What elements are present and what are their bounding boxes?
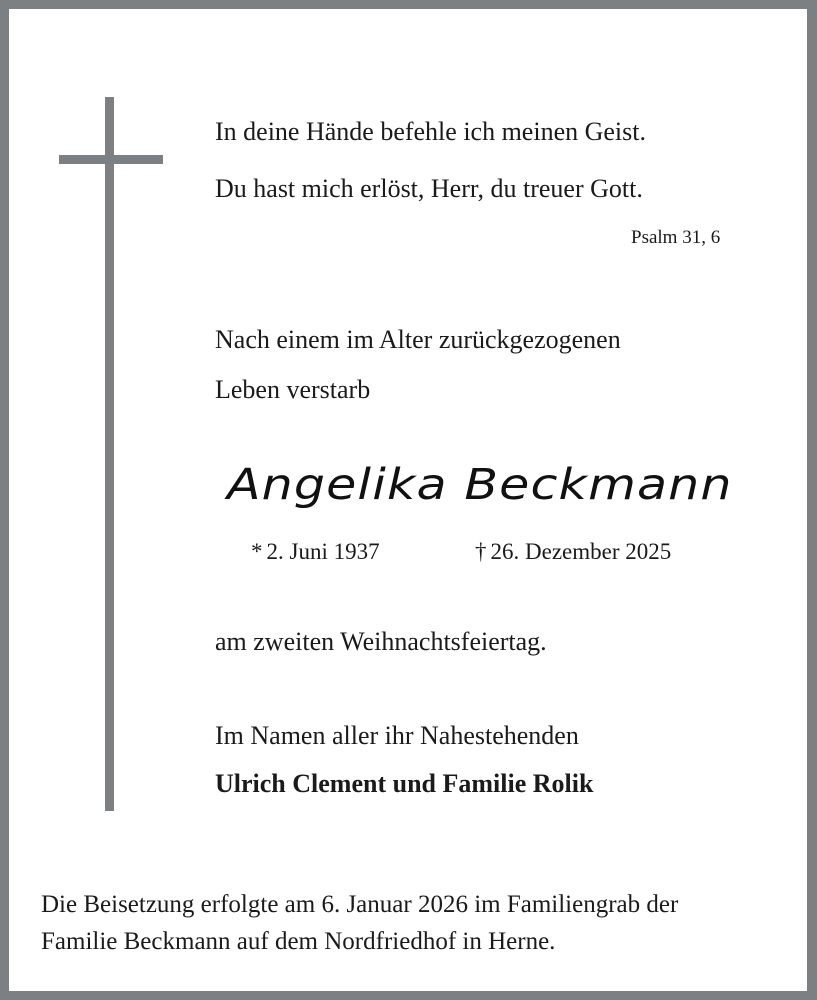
verse-line-1: In deine Hände befehle ich meinen Geist. [215, 117, 646, 146]
mourners-names: Ulrich Clement und Familie Rolik [215, 769, 594, 798]
birth-date: 2. Juni 1937 [266, 539, 380, 564]
death-day-text: am zweiten Weihnachtsfeiertag. [215, 627, 547, 656]
mourners-intro: Im Namen aller ihr Nahestehenden [215, 721, 579, 750]
intro-line-1: Nach einem im Alter zurückgezogenen [215, 325, 621, 354]
birth-date-line [251, 537, 380, 567]
intro-line-2: Leben verstarb [215, 375, 371, 404]
burial-line-1: Die Beisetzung erfolgte am 6. Januar 2026 im Familiengrab der [41, 891, 679, 918]
death-dagger-icon: † [475, 539, 487, 564]
verse-line-2: Du hast mich erlöst, Herr, du treuer Gott. [215, 174, 643, 203]
cross-horizontal-bar [59, 155, 163, 164]
deceased-name: Angelika Beckmann [227, 460, 733, 510]
death-date-line [475, 537, 671, 567]
verse-reference: Psalm 31, 6 [631, 227, 721, 248]
cross-vertical-bar [105, 97, 114, 811]
burial-line-2: Familie Beckmann auf dem Nordfriedhof in Herne. [41, 928, 556, 955]
death-date: 26. Dezember 2025 [490, 539, 672, 564]
birth-star-icon: * [251, 539, 263, 564]
